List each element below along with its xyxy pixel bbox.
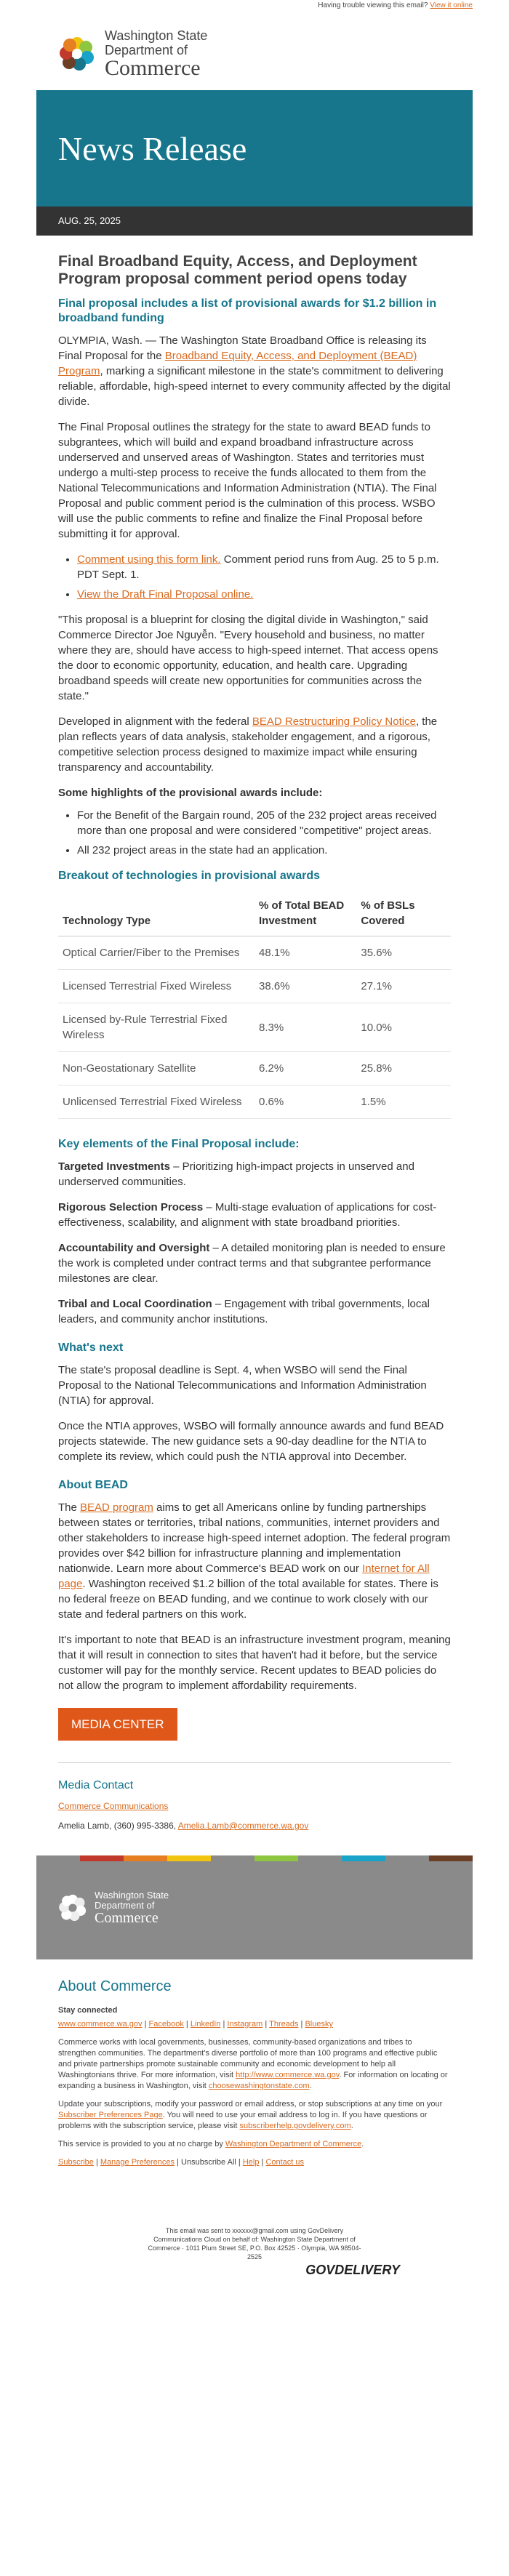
cell: 0.6% (254, 1086, 356, 1119)
hero-banner (36, 90, 473, 206)
paragraph-policy (58, 714, 451, 775)
ab-text-a: The (58, 1501, 81, 1514)
color-strip-segment (342, 1855, 385, 1861)
next-paragraph-1: The state's proposal deadline is Sept. 4, when WSBO will send the Final Proposal to the National Telecommunications and Information Administration (NTIA) for approval. (58, 1364, 427, 1407)
article-body (36, 236, 473, 1834)
view-online-link[interactable]: View it online (430, 1, 473, 9)
media-center-button[interactable]: MEDIA CENTER (58, 1708, 177, 1741)
about-bead-paragraph-2: It's important to note that BEAD is an infrastructure investment program, meaning that it will result in connection to sites that haven't had it before, but the service customer will pay for the monthly service. Recent updates to BEAD policies do not allow the program to implement affordability requirements. (58, 1634, 451, 1692)
color-strip-segment (124, 1855, 167, 1861)
cell: 10.0% (356, 1003, 451, 1052)
footer-banner (36, 1855, 473, 1959)
key-element (58, 1296, 451, 1327)
cell: 48.1% (254, 936, 356, 970)
instagram-link[interactable]: Instagram (227, 2020, 263, 2029)
cell: 1.5% (356, 1086, 451, 1119)
comment-form-link[interactable]: Comment using this form link. (77, 553, 221, 566)
table-row (58, 970, 451, 1003)
commerce-department-link[interactable]: Washington Department of Commerce (225, 2140, 362, 2148)
table-row (58, 936, 451, 970)
internet-for-all-link[interactable]: Internet for All page (58, 1562, 430, 1590)
commerce-site-link[interactable]: http://www.commerce.wa.gov (236, 2071, 340, 2079)
hero-title: News Release (58, 129, 247, 167)
key-label: Tribal and Local Coordination (58, 1298, 212, 1310)
key-label: Rigorous Selection Process (58, 1201, 204, 1213)
policy-notice-link[interactable]: BEAD Restructuring Policy Notice (252, 715, 416, 728)
about-text-h: . (361, 2140, 364, 2148)
cell: Licensed by-Rule Terrestrial Fixed Wireless (58, 1003, 254, 1052)
paragraph-intro (58, 333, 451, 409)
headline: Final Broadband Equity, Access, and Deployment Program proposal comment period opens today (58, 253, 417, 287)
key-label: Accountability and Oversight (58, 1242, 210, 1254)
footer-links: Subscribe | Manage Preferences | Unsubscribe All | Help | Contact us (58, 2158, 305, 2167)
key-elements-heading: Key elements of the Final Proposal include: (58, 1138, 300, 1150)
color-strip-segment (80, 1855, 124, 1861)
highlights-heading: Some highlights of the provisional awards include: (58, 787, 323, 799)
footer-logo-line2: Department of (95, 1900, 155, 1911)
govdelivery-footer (36, 2190, 473, 2282)
about-text-a: Commerce works with local governments, businesses, community-based organizations and tribes to strengthen communities. The department's diverse portfolio of more than 100 programs and effective public and private partnerships promote sustainable community and economic development to help all Washingtonians thrive. For more information, visit (58, 2038, 438, 2079)
manage-preferences-link[interactable]: Manage Preferences (100, 2158, 175, 2167)
policy-text-a: Developed in alignment with the federal (58, 715, 252, 728)
email-container (36, 17, 473, 2282)
color-strip (36, 1855, 473, 1861)
breakout-heading: Breakout of technologies in provisional awards (58, 870, 321, 882)
highlights-list (58, 808, 451, 858)
commerce-communications-link[interactable]: Commerce Communications (58, 1801, 169, 1811)
list-item: • For the Benefit of the Bargain round, 205 of the 232 project areas received more than one proposal and were considered "competitive" project areas. (77, 808, 451, 838)
about-paragraph-3 (58, 2139, 451, 2150)
contact-us-link[interactable]: Contact us (265, 2158, 305, 2167)
about-text-c: . (309, 2082, 312, 2090)
cell: 6.2% (254, 1052, 356, 1086)
footer-logo[interactable] (57, 1890, 169, 1925)
subscribe-link[interactable]: Subscribe (58, 2158, 94, 2167)
subheadline: Final proposal includes a list of provisional awards for $1.2 billion in broadband funding (58, 297, 437, 324)
footer-logo-line1: Washington State (95, 1890, 169, 1901)
about-text-e: . You will need to use your email address to log in. If you have questions or problems with the subscription service, please visit (58, 2111, 428, 2130)
gd-line1: This email was sent to xxxxxx@gmail.com using GovDelivery (165, 2227, 344, 2234)
about-text-f: . (350, 2122, 353, 2130)
bluesky-link[interactable]: Bluesky (305, 2020, 333, 2029)
color-strip-segment (211, 1855, 254, 1861)
cell: 25.8% (356, 1052, 451, 1086)
about-text-b: . For information on locating or expanding a business in Washington, visit (58, 2071, 448, 2090)
paragraph-strategy: The Final Proposal outlines the strategy for the state to award BEAD funds to subgrantees, which will build and expand broadband infrastructure across underserved and unserved areas of Washington. States and territories must undergo a multi-step process to receive the funds allocated to them from the National Telecommunications and Information Administration (NTIA). The Final Proposal and public comment period is the culmination of this process. WSBO will use the public comments to refine and finalize the Final Proposal before submitting it for approval. (58, 421, 437, 540)
key-element (58, 1240, 451, 1286)
policy-text-b: , the plan reflects years of data analysis, stakeholder engagement, and a rigorous, competitive selection process designed to maximize impact while ensuring transparency and accountability. (58, 715, 438, 774)
logo-line3: Commerce (105, 56, 201, 80)
govdelivery-logo[interactable]: GOVDELIVERY (305, 2263, 400, 2277)
facebook-link[interactable]: Facebook (148, 2020, 184, 2029)
table-row (58, 1003, 451, 1052)
cell: Licensed Terrestrial Fixed Wireless (58, 970, 254, 1003)
col-technology: Technology Type (58, 891, 254, 936)
about-bead-heading: About BEAD (58, 1479, 128, 1491)
date-bar: AUG. 25, 2025 (36, 206, 473, 236)
gd-line3: Commerce · 1011 Plum Street SE, P.O. Box 42525 · Olympia, WA 98504- (148, 2244, 361, 2252)
whats-next-heading: What's next (58, 1341, 124, 1354)
cell: Unlicensed Terrestrial Fixed Wireless (58, 1086, 254, 1119)
social-links: www.commerce.wa.gov | Facebook | LinkedIn | Instagram | Threads | Bluesky (58, 2020, 333, 2029)
key-text: – Prioritizing high-impact projects in unserved and underserved communities. (58, 1160, 414, 1188)
about-commerce (36, 1959, 473, 2190)
gd-line4: 2525 (247, 2253, 262, 2260)
list-item (77, 552, 451, 582)
choose-washington-link[interactable]: choosewashingtonstate.com (208, 2082, 310, 2090)
key-element (58, 1159, 451, 1189)
gd-line2: Communications Cloud on behalf of: Washington State Department of (153, 2236, 356, 2243)
cell: Non-Geostationary Satellite (58, 1052, 254, 1086)
color-strip-segment (429, 1855, 473, 1861)
help-link[interactable]: Help (242, 2158, 260, 2167)
director-quote: "This proposal is a blueprint for closing the digital divide in Washington," said Commerce Director Joe Nguyễn. "Every household and business, no matter where they are, should have access to high-speed internet. That access opens the door to economic opportunity, education, and health care. Upgrading broadband speeds will create new opportunities for communities across the state." (58, 614, 438, 702)
key-label: Targeted Investments (58, 1160, 170, 1173)
intro-text-b: , marking a significant milestone in the state's commitment to delivering reliable, affordable, high-speed internet to every community affected by the digital divide. (58, 365, 451, 408)
subscriber-help-link[interactable]: subscriberhelp.govdelivery.com (239, 2122, 351, 2130)
divider (58, 1762, 451, 1763)
ab-text-b: aims to get all Americans online by funding partnerships between states or territories, tribal nations, communities, internet providers and other stakeholders to increase high-speed internet adoption. The federal program provides over $42 billion for infrastructure planning and implementation nationwide. Learn more about Commerce's BEAD work on our (58, 1501, 451, 1575)
col-investment: % of Total BEAD Investment (254, 891, 356, 936)
color-strip-segment (36, 1855, 80, 1861)
media-contact-title: Media Contact (58, 1779, 134, 1791)
media-contact (58, 1778, 451, 1834)
intro-text-a: OLYMPIA, Wash. — The Washington State Broadband Office is releasing its Final Proposal for the (58, 334, 427, 362)
key-text: – Engagement with tribal governments, local leaders, and community anchor institutions. (58, 1298, 430, 1325)
key-element (58, 1200, 451, 1230)
linkedin-link[interactable]: LinkedIn (190, 2020, 221, 2029)
ab-text-c: . Washington received $1.2 billion of the total available for states. There is no federal freeze on BEAD funding, and we continue to work closely with our state and federal partners on this work. (58, 1578, 438, 1621)
list-item: • All 232 project areas in the state had an application. (77, 843, 451, 858)
table-row (58, 1052, 451, 1086)
color-strip-segment (298, 1855, 342, 1861)
website-link[interactable]: www.commerce.wa.gov (58, 2020, 143, 2029)
next-paragraph-2: Once the NTIA approves, WSBO will formally announce awards and fund BEAD projects statewide. The new guidance sets a 90-day deadline for the NTIA to complete its review, which could push the NTIA approval into December. (58, 1420, 444, 1463)
about-text-d: Update your subscriptions, modify your password or email address, or stop subscriptions at any time on your (58, 2100, 443, 2108)
comment-links-list (58, 552, 451, 602)
about-paragraph-1 (58, 2037, 451, 2092)
logo-line1: Washington State (105, 28, 208, 43)
cell: Optical Carrier/Fiber to the Premises (58, 936, 254, 970)
comment-period-text: Comment period runs from Aug. 25 to 5 p.m. PDT Sept. 1. (77, 553, 439, 581)
cell: 38.6% (254, 970, 356, 1003)
subscriber-preferences-link[interactable]: Subscriber Preferences Page (58, 2111, 163, 2119)
col-bsls: % of BSLs Covered (356, 891, 451, 936)
color-strip-segment (167, 1855, 211, 1861)
key-text: – Multi-stage evaluation of applications for cost-effectiveness, scalability, and alignment with state broadband priorities. (58, 1201, 437, 1229)
about-paragraph-2 (58, 2099, 451, 2132)
cell: 27.1% (356, 970, 451, 1003)
list-item (77, 587, 451, 602)
key-text: – A detailed monitoring plan is needed to ensure the work is completed under contract terms and that subgrantee performance milestones are clear. (58, 1242, 446, 1285)
logo-line2: Department of (105, 43, 188, 57)
color-strip-segment (254, 1855, 298, 1861)
commerce-pinwheel-icon (57, 33, 97, 74)
commerce-pinwheel-icon (57, 1892, 89, 1924)
cell: 8.3% (254, 1003, 356, 1052)
top-bar (0, 0, 509, 17)
contact-person: Amelia Lamb, (360) 995-3386, (58, 1821, 178, 1831)
draft-proposal-link[interactable]: View the Draft Final Proposal online. (77, 588, 254, 601)
color-strip-segment (385, 1855, 429, 1861)
table-row (58, 1086, 451, 1119)
about-text-g: This service is provided to you at no charge by (58, 2140, 225, 2148)
footer-gray (36, 1861, 473, 1959)
unsubscribe-all-text[interactable]: Unsubscribe All (181, 2158, 236, 2167)
logo-wordmark (105, 28, 207, 79)
technology-table (58, 891, 451, 1119)
about-commerce-title: About Commerce (58, 1978, 172, 1994)
table-header-row (58, 891, 451, 936)
cell: 35.6% (356, 936, 451, 970)
bead-program-link-2[interactable]: BEAD program (80, 1501, 153, 1514)
footer-logo-line3: Commerce (95, 1910, 159, 1926)
header-logo[interactable] (36, 17, 473, 90)
threads-link[interactable]: Threads (269, 2020, 299, 2029)
contact-email-link[interactable]: Amelia.Lamb@commerce.wa.gov (177, 1821, 309, 1831)
stay-connected-label: Stay connected (58, 2006, 118, 2015)
trouble-viewing-text: Having trouble viewing this email? (318, 1, 428, 9)
about-bead-paragraph-1 (58, 1500, 451, 1622)
bead-program-link[interactable]: Broadband Equity, Access, and Deployment (BEAD) Program (58, 350, 417, 377)
